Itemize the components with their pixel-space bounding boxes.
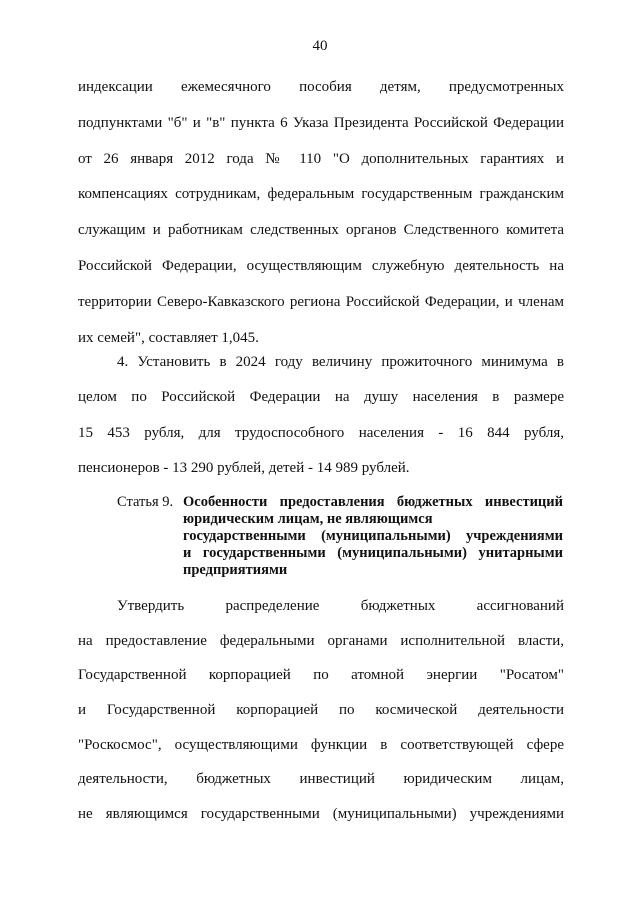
text-line: территории Северо-Кавказского региона Российской Федерации, и членам — [78, 293, 564, 310]
article-title — [183, 494, 563, 579]
text-line: Государственной корпорацией по атомной энергии "Росатом" — [78, 667, 564, 684]
text-line: индексации ежемесячного пособия детям, предусмотренных — [78, 79, 564, 95]
text-line: подпунктами "б" и "в" пункта 6 Указа Президента Российской Федерации — [78, 114, 564, 131]
text-line: от 26 января 2012 года № 110 "О дополнительных гарантиях и — [78, 150, 564, 167]
text-line: не являющимся государственными (муниципальными) учреждениями — [78, 806, 564, 823]
article-title-line: и государственными (муниципальными) унитарными — [183, 545, 563, 561]
text-line: Утвердить распределение бюджетных ассигнований — [117, 598, 564, 614]
text-line: 15 453 рубля, для трудоспособного населения - 16 844 рубля, — [78, 424, 564, 441]
article-title-line: Особенности предоставления бюджетных инвестиций — [183, 494, 563, 510]
text-line: Российской Федерации, осуществляющим служебную деятельность на — [78, 257, 564, 274]
text-line: их семей", составляет 1,045. — [78, 329, 259, 346]
article-label: Статья 9. — [117, 494, 174, 510]
article-title-line: государственными (муниципальными) учреждениями — [183, 528, 563, 544]
text-line: целом по Российской Федерации на душу населения в размере — [78, 389, 564, 406]
article-paragraph — [78, 596, 564, 839]
paragraph-continued — [78, 77, 564, 363]
text-line: на предоставление федеральными органами исполнительной власти, — [78, 632, 564, 649]
text-line: служащим и работникам следственных органов Следственного комитета — [78, 222, 564, 239]
article-title-line: предприятиями — [183, 562, 288, 578]
text-line: "Роскосмос", осуществляющими функции в соответствующей сфере — [78, 736, 564, 753]
text-line: и Государственной корпорацией по космической деятельности — [78, 702, 564, 719]
text-line: пенсионеров - 13 290 рублей, детей - 14 989 рублей. — [78, 459, 410, 476]
text-line: деятельности, бюджетных инвестиций юридическим лицам, — [78, 771, 564, 788]
page-number: 40 — [312, 38, 328, 54]
paragraph-4 — [78, 352, 564, 493]
text-line: 4. Установить в 2024 году величину прожиточного минимума в — [117, 354, 564, 370]
text-line: компенсациях сотрудникам, федеральным государственным гражданским — [78, 186, 564, 203]
article-title-line: юридическим лицам, не являющимся — [183, 511, 433, 527]
